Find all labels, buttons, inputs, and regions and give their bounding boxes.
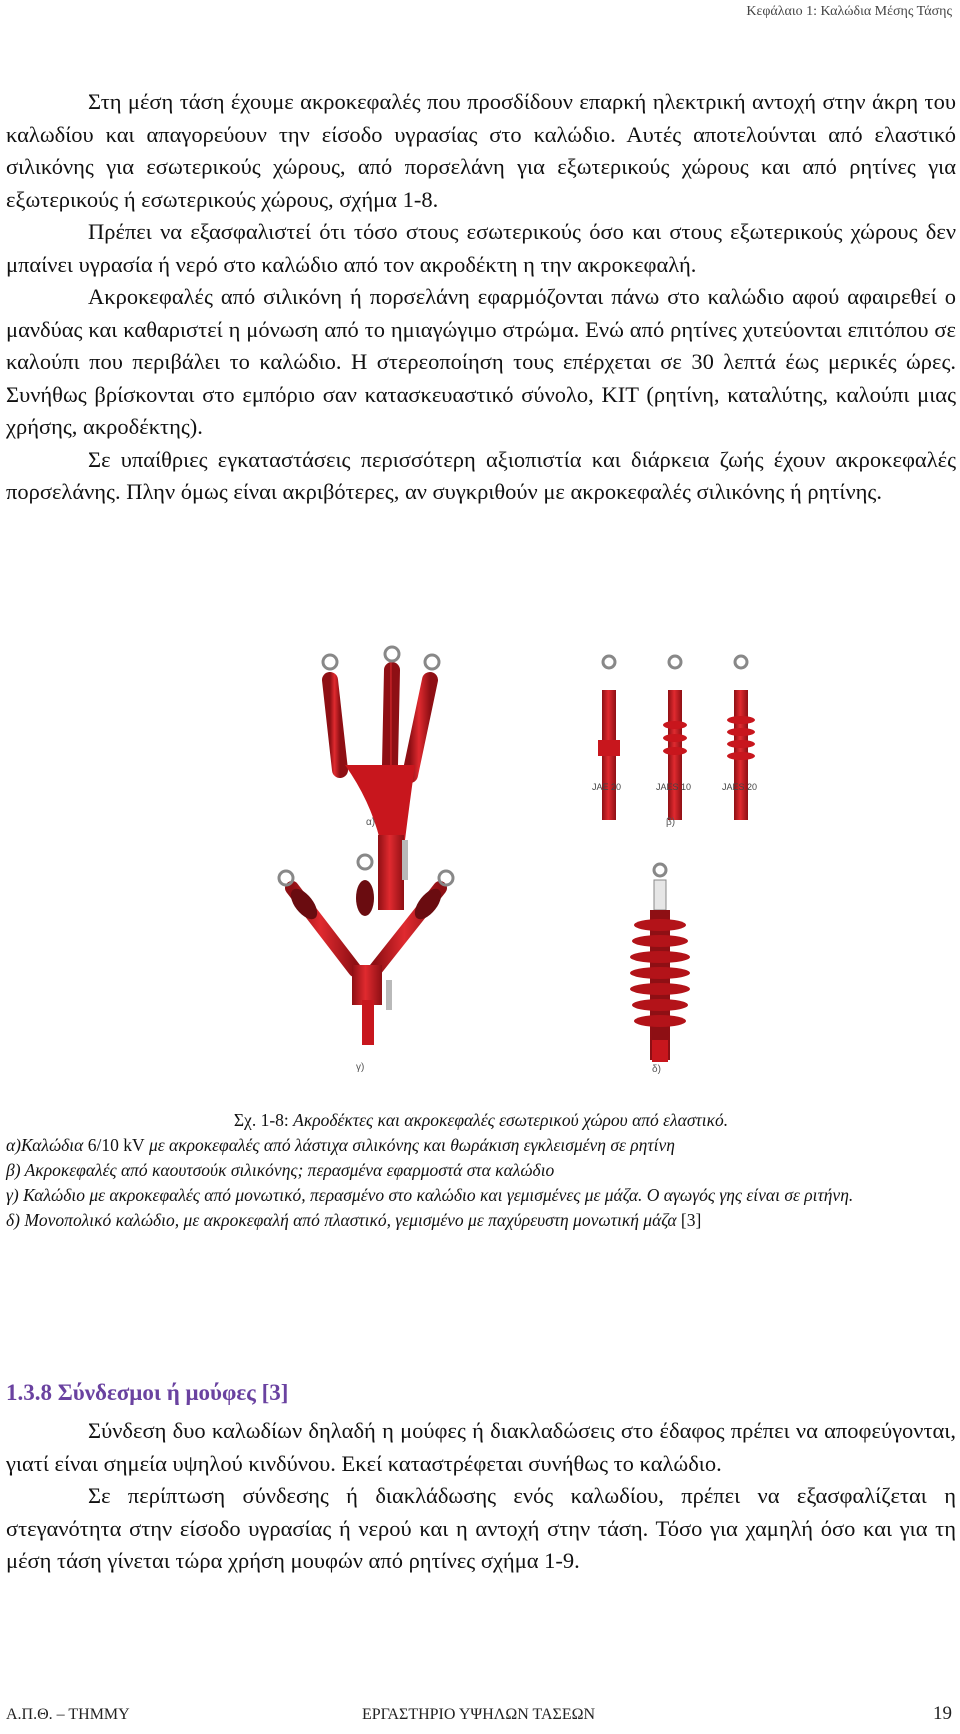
- paragraph: Ακροκεφαλές από σιλικόνη ή πορσελάνη εφαρμόζονται πάνω στο καλώδιο αφού αφαιρεθεί ο μανδύας και καθαριστεί η μόνωση από το ημιαγώγιμο στρώμα. Ενώ από ρητίνες χυτεύονται επιτόπου σε καλούπι που περιβάλει το καλώδιο. Η στερεοποίηση τους επέρχεται σε 30 λεπτά έως μερικές ώρες. Συνήθως βρίσκονται στο εμπόριο σαν κατασκευαστικό σύνολο, KIT (ρητίνη, καταλύτης, καλούπι μιας χρήσης, ακροδέκτης).: [6, 284, 956, 439]
- caption-line-d: [6, 1208, 956, 1233]
- caption-line-b: β) Ακροκεφαλές από καουτσούκ σιλικόνης; περασμένα εφαρμοστά στα καλώδιο: [6, 1160, 555, 1180]
- caption-text: α)Καλώδια: [6, 1135, 88, 1155]
- caption-prefix: Σχ. 1-8:: [233, 1110, 294, 1130]
- figure-label-a: α): [366, 817, 376, 828]
- paragraph: Σε περίπτωση σύνδεσης ή διακλάδωσης ενός καλωδίου, πρέπει να εξασφαλίζεται η στεγανότητα στην είσοδο υγρασίας ή νερού και η αντοχή στην τάση. Τόσο για χαμηλή όσο και για τη μέση τάση γίνεται τώρα χρήση μουφών από ρητίνες σχήμα 1-9.: [6, 1483, 956, 1573]
- caption-text: δ) Μονοπολικό καλώδιο, με ακροκεφαλή από πλαστικό, γεμισμένο με παχύρευστη μονωτική μάζα: [6, 1210, 681, 1230]
- figure-caption: [6, 1108, 956, 1233]
- paragraph: Στη μέση τάση έχουμε ακροκεφαλές που προσδίδουν επαρκή ηλεκτρική αντοχή στην άκρη του καλωδίου και απαγορεύουν την είσοδο υγρασίας στο καλώδιο. Αυτές αποτελούνται από ελαστικό σιλικόνης για εσωτερικούς χώρους, από πορσελάνη για εξωτερικούς χώρους και από ρητίνες για εξωτερικούς ή εσωτερικούς χώρους, σχήμα 1-8.: [6, 89, 956, 212]
- page-number: 19: [933, 1703, 952, 1724]
- figure-terminations: [0, 640, 960, 1100]
- paragraph: Σύνδεση δυο καλωδίων δηλαδή η μούφες ή διακλαδώσεις στο έδαφος πρέπει να αποφεύγονται, γιατί είναι σημεία υψηλού κινδύνου. Εκεί καταστρέφεται συνήθως το καλώδιο.: [6, 1418, 956, 1476]
- termination-image-a: [323, 647, 439, 910]
- caption-title-text: Ακροδέκτες και ακροκεφαλές εσωτερικού χώρου από ελαστικό.: [293, 1110, 729, 1130]
- caption-line-c: γ) Καλώδιο με ακροκεφαλές από μονωτικό, περασμένο στο καλώδιο και γεμισμένες με μάζα. Ο αγωγός γης είναι σε ριτήνη.: [6, 1185, 854, 1205]
- section-heading: 1.3.8 Σύνδεσμοι ή μούφες [3]: [6, 1380, 289, 1405]
- figure-label-b: β): [666, 817, 676, 828]
- product-label: JAE 20: [592, 782, 622, 792]
- footer-left: Α.Π.Θ. – ΤΗΜΜΥ: [6, 1706, 130, 1723]
- caption-text: 6/10 kV: [87, 1135, 145, 1155]
- caption-title: [6, 1108, 956, 1133]
- termination-image-d: [630, 864, 690, 1062]
- footer-center: ΕΡΓΑΣΤΗΡΙΟ ΥΨΗΛΩΝ ΤΑΣΕΩΝ: [362, 1706, 596, 1723]
- product-label: JAES 20: [722, 782, 758, 792]
- caption-text: με ακροκεφαλές από λάστιχα σιλικόνης και θωράκιση εγκλεισμένη σε ρητίνη: [144, 1135, 675, 1155]
- termination-image-b: [598, 656, 758, 820]
- termination-image-c: [279, 855, 453, 1045]
- body-text-top: [6, 86, 956, 509]
- caption-line-a: [6, 1133, 956, 1158]
- paragraph: Πρέπει να εξασφαλιστεί ότι τόσο στους εσωτερικούς όσο και στους εξωτερικούς χώρους δεν μπαίνει υγρασία ή νερό στο καλώδιο από τον ακροδέκτη η την ακροκεφαλή.: [6, 219, 956, 277]
- figure-label-c: γ): [356, 1062, 365, 1073]
- body-text-bottom: [6, 1415, 956, 1578]
- running-header: Κεφάλαιο 1: Καλώδια Μέσης Τάσης: [746, 4, 952, 19]
- caption-text: [3]: [680, 1210, 702, 1230]
- product-label: JAES 10: [656, 782, 692, 792]
- paragraph: Σε υπαίθριες εγκαταστάσεις περισσότερη αξιοπιστία και διάρκεια ζωής έχουν ακροκεφαλές πορσελάνης. Πλην όμως είναι ακριβότερες, αν συγκριθούν με ακροκεφαλές σιλικόνης ή ρητίνης.: [6, 446, 956, 504]
- figure-label-d: δ): [652, 1064, 661, 1075]
